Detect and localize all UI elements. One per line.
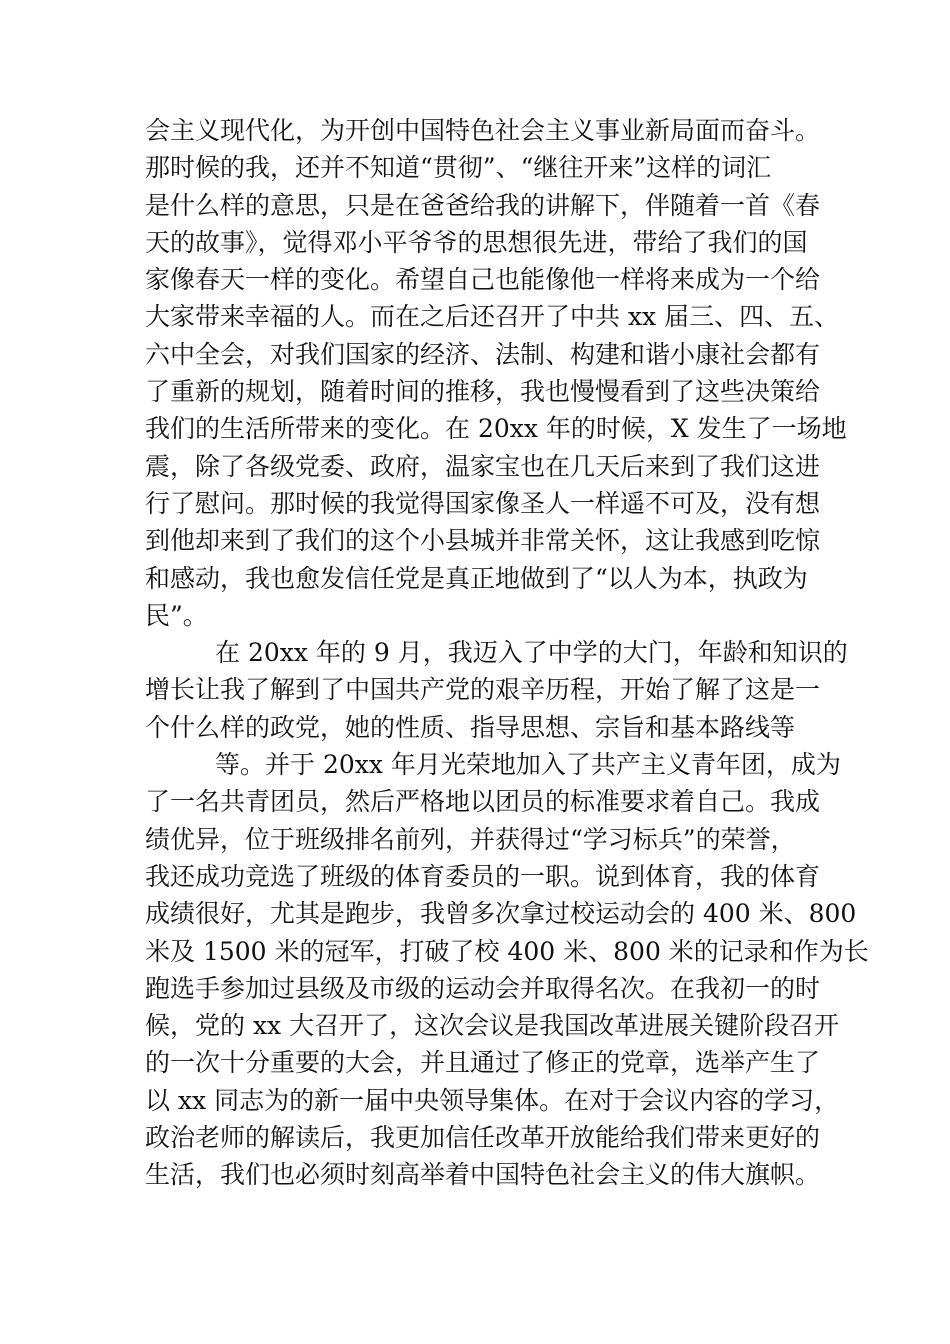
text-line: 增长让我了解到了中国共产党的艰辛历程，开始了解了这是一 (145, 675, 821, 705)
text-line: 我还成功竞选了班级的体育委员的一职。说到体育，我的体育 (145, 861, 821, 891)
text-line: 到他却来到了我们的这个小县城并非常关怀，这让我感到吃惊 (145, 526, 821, 556)
text-line: 是什么样的意思，只是在爸爸给我的讲解下，伴随着一首《春 (145, 190, 821, 220)
text-line: 震，除了各级党委、政府，温家宝也在几天后来到了我们这进 (145, 451, 821, 481)
text-line: 跑选手参加过县级及市级的运动会并取得名次。在我初一的时 (145, 973, 821, 1003)
text-line: 的一次十分重要的大会，并且通过了修正的党章，选举产生了 (145, 1048, 821, 1078)
text-line: 会主义现代化，为开创中国特色社会主义事业新局面而奋斗。 (145, 116, 821, 145)
text-line: 了重新的规划，随着时间的推移，我也慢慢看到了这些决策给 (145, 377, 821, 407)
text-line: 绩优异，位于班级排名前列，并获得过“学习标兵”的荣誉， (145, 824, 796, 854)
text-line: 个什么样的政党，她的性质、指导思想、宗旨和基本路线等 (145, 712, 796, 742)
text-line: 成绩很好，尤其是跑步，我曾多次拿过校运动会的 400 米、800 (145, 899, 857, 929)
text-line: 和感动，我也愈发信任党是真正地做到了“以人为本，执政为 (145, 563, 808, 593)
text-line: 大家带来幸福的人。而在之后还召开了中共 xx 届三、四、五、 (145, 302, 840, 332)
text-line: 生活，我们也必须时刻高举着中国特色社会主义的伟大旗帜。 (145, 1160, 821, 1190)
text-line: 那时候的我，还并不知道“贯彻”、“继往开来”这样的词汇 (145, 153, 772, 183)
text-line: 天的故事》，觉得邓小平爷爷的思想很先进，带给了我们的国 (145, 227, 808, 257)
text-line: 行了慰问。那时候的我觉得国家像圣人一样遥不可及，没有想 (145, 488, 821, 518)
text-line: 在 20xx 年的 9 月，我迈入了中学的大门，年龄和知识的 (215, 638, 848, 668)
text-line: 我们的生活所带来的变化。在 20xx 年的时候，X 发生了一场地 (145, 414, 847, 444)
text-line: 等。并于 20xx 年月光荣地加入了共产主义青年团，成为 (215, 750, 841, 780)
document-body-text (145, 112, 869, 1194)
text-line: 政治老师的解读后，我更加信任改革开放能给我们带来更好的 (145, 1123, 821, 1153)
text-line: 家像春天一样的变化。希望自己也能像他一样将来成为一个给 (145, 265, 821, 295)
text-line: 了一名共青团员，然后严格地以团员的标准要求着自己。我成 (145, 787, 821, 817)
text-line: 六中全会，对我们国家的经济、法制、构建和谐小康社会都有 (145, 339, 821, 369)
text-line: 民”。 (145, 600, 208, 630)
text-line: 以 xx 同志为的新一届中央领导集体。在对于会议内容的学习， (145, 1085, 840, 1115)
text-line: 候，党的 xx 大召开了，这次会议是我国改革进展关键阶段召开 (145, 1011, 840, 1041)
text-line: 米及 1500 米的冠军，打破了校 400 米、800 米的记录和作为长 (145, 936, 869, 966)
